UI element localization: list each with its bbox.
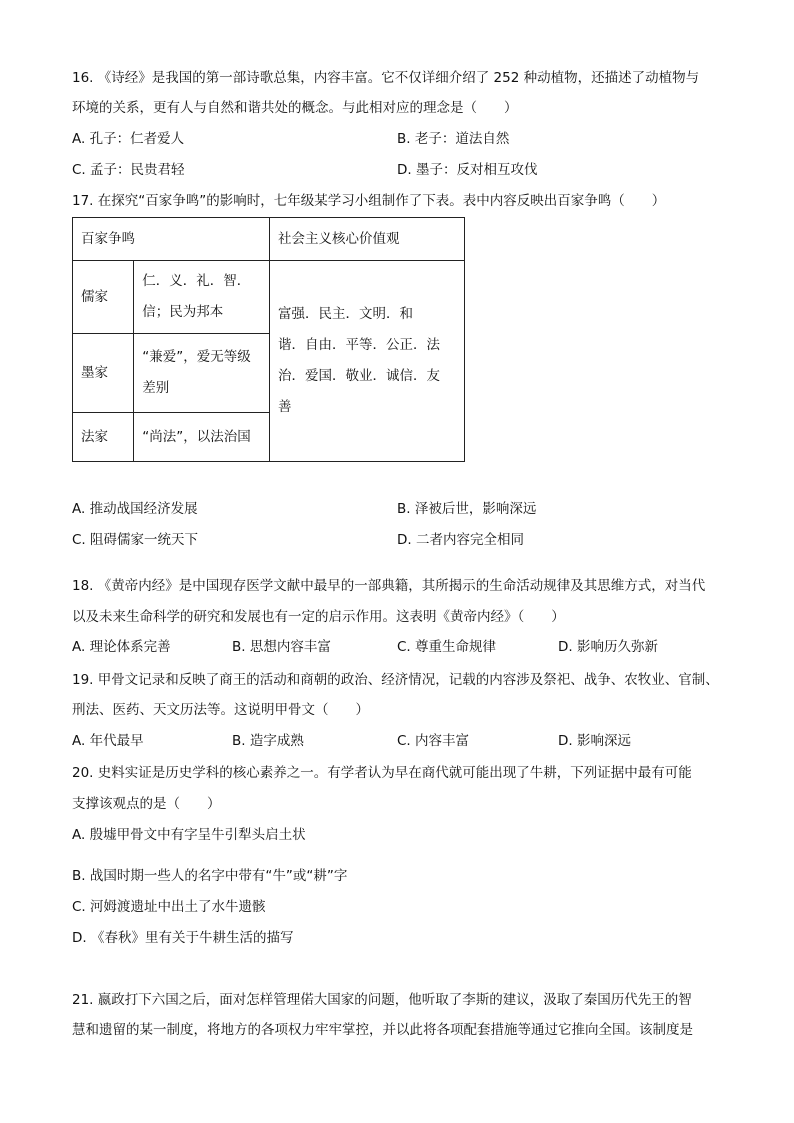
q18-stem-line1: 18. 《黄帝内经》是中国现存医学文献中最早的一部典籍，其所揭示的生命活动规律及其思维方式，对当代 <box>72 578 706 594</box>
q19-option-d: D. 影响深远 <box>558 733 631 749</box>
ru-line1: 仁．义．礼．智． <box>142 273 251 289</box>
q17-option-c: C. 阻碍儒家一统天下 <box>72 532 199 548</box>
table-values-cell <box>270 261 465 462</box>
table-school-fa: 法家 <box>73 413 134 462</box>
values-line2: 谐．自由．平等．公正．法 <box>278 337 440 353</box>
q20-stem-line2: 支撑该观点的是（ ） <box>72 796 221 812</box>
q17-option-a: A. 推动战国经济发展 <box>72 501 198 517</box>
q19-stem-line1: 19. 甲骨文记录和反映了商王的活动和商朝的政治、经济情况，记载的内容涉及祭祀、战争、农牧业、官制、 <box>72 672 719 688</box>
q18-option-d: D. 影响历久弥新 <box>558 639 658 655</box>
q16-option-b: B. 老子：道法自然 <box>397 131 510 147</box>
q17-option-d: D. 二者内容完全相同 <box>397 532 524 548</box>
table-school-mo: 墨家 <box>73 334 134 413</box>
q21-stem-line1: 21. 嬴政打下六国之后，面对怎样管理偌大国家的问题，他听取了李斯的建议，汲取了秦国历代先王的智 <box>72 992 692 1008</box>
table-header-values: 社会主义核心价值观 <box>270 218 465 261</box>
q19-option-a: A. 年代最早 <box>72 733 144 749</box>
q16-stem-line1: 16. 《诗经》是我国的第一部诗歌总集，内容丰富。它不仅详细介绍了 252 种动植物，还描述了动植物与 <box>72 70 700 86</box>
q18-option-c: C. 尊重生命规律 <box>397 639 497 655</box>
q16-option-c: C. 孟子：民贵君轻 <box>72 162 185 178</box>
q16-stem-line2: 环境的关系，更有人与自然和谐共处的概念。与此相对应的理念是（ ） <box>72 100 518 116</box>
table-content-ru <box>134 261 270 334</box>
q18-option-a: A. 理论体系完善 <box>72 639 171 655</box>
q16-option-d: D. 墨子：反对相互攻伐 <box>397 162 538 178</box>
table-school-ru: 儒家 <box>73 261 134 334</box>
q17-stem: 17. 在探究“百家争鸣”的影响时，七年级某学习小组制作了下表。表中内容反映出百家争鸣（ ） <box>72 193 666 209</box>
table-header-schools: 百家争鸣 <box>73 218 270 261</box>
q20-option-d: D. 《春秋》里有关于牛耕生活的描写 <box>72 930 294 946</box>
values-line4: 善 <box>278 399 292 415</box>
q17-option-b: B. 泽被后世，影响深远 <box>397 501 537 517</box>
q19-option-b: B. 造字成熟 <box>232 733 304 749</box>
q20-option-a: A. 殷墟甲骨文中有字呈牛引犁头启土状 <box>72 827 306 843</box>
mo-line1: “兼爱”，爱无等级 <box>142 349 251 365</box>
table-content-mo <box>134 334 270 413</box>
values-line1: 富强．民主．文明．和 <box>278 306 413 322</box>
table-content-fa: “尚法”，以法治国 <box>134 413 270 462</box>
q18-option-b: B. 思想内容丰富 <box>232 639 331 655</box>
q16-option-a: A. 孔子：仁者爱人 <box>72 131 185 147</box>
q17-table <box>72 217 465 462</box>
q21-stem-line2: 慧和遗留的某一制度，将地方的各项权力牢牢掌控，并以此将各项配套措施等通过它推向全国。该制度是 <box>72 1022 693 1038</box>
q19-stem-line2: 刑法、医药、天文历法等。这说明甲骨文（ ） <box>72 702 369 718</box>
q18-stem-line2: 以及未来生命科学的研究和发展也有一定的启示作用。这表明《黄帝内经》（ ） <box>72 609 565 625</box>
mo-line2: 差别 <box>142 380 170 396</box>
q20-option-b: B. 战国时期一些人的名字中带有“牛”或“耕”字 <box>72 868 348 884</box>
q20-stem-line1: 20. 史料实证是历史学科的核心素养之一。有学者认为早在商代就可能出现了牛耕，下列证据中最有可能 <box>72 765 692 781</box>
ru-line2: 信；民为邦本 <box>142 304 224 320</box>
q20-option-c: C. 河姆渡遗址中出土了水牛遗骸 <box>72 899 266 915</box>
q19-option-c: C. 内容丰富 <box>397 733 470 749</box>
values-line3: 治．爱国．敬业．诚信．友 <box>278 368 440 384</box>
